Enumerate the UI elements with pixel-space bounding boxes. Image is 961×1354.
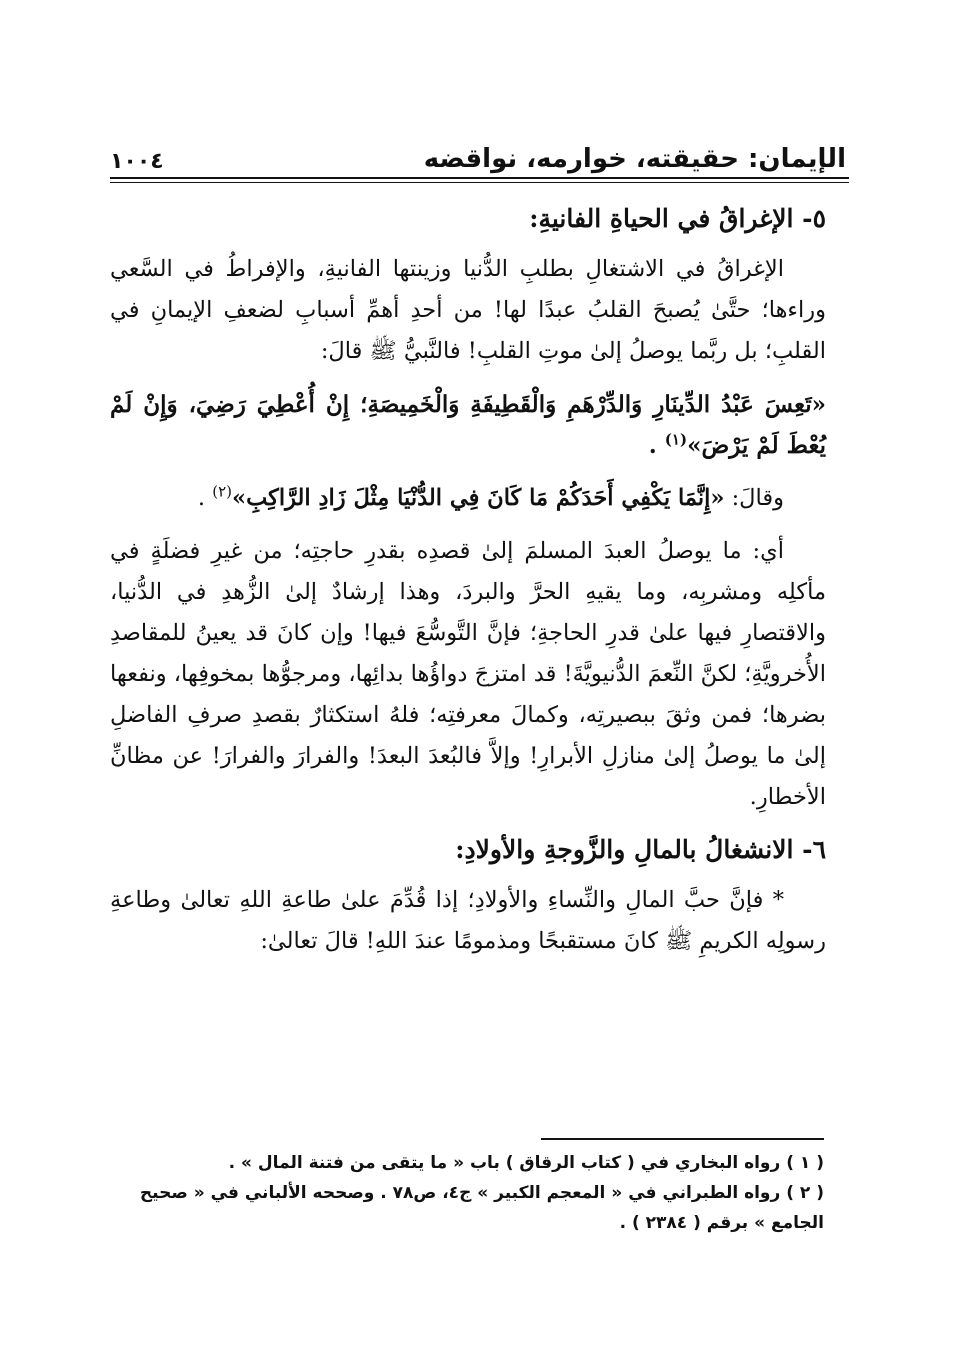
explanation-paragraph: أي: ما يوصلُ العبدَ المسلمَ إلىٰ قصدِه بقدرِ حاجتِه؛ من غيرِ فضلَةٍ في مأكلِه ومشربِه، وما يقيهِ الحرَّ والبردَ، وهذا إرشادٌ إلىٰ الزُّهدِ في الدُّنيا، والاقتصارِ فيها علىٰ قدرِ الحاجةِ؛ فإنَّ التَّوسُّعَ فيها! وإن كانَ قد يعينُ للمقاصدِ الأُخرويَّةِ؛ لكنَّ النِّعمَ الدُّنيويَّةَ! قد امتزجَ دواؤُها بدائِها، ومرجوُّها بمخوفِها، ونفعها بضرها؛ فمن وثقَ ببصيرتِه، وكمالَ معرفتِه؛ فلهُ استكثارٌ بقصدِ صرفِ الفاضلِ إلىٰ ما يوصلُ إلىٰ منازلِ الأبرارِ! وإلاَّ فالبُعدَ البعدَ! والفرارَ والفرارَ! عن مظانِّ الأخطارِ. <box>110 538 826 810</box>
section-5-heading: ٥- الإغراقُ في الحياةِ الفانيةِ: <box>529 204 826 233</box>
hadith-2-intro: وقالَ: <box>731 485 784 511</box>
footnote-ref-1: (١) <box>664 430 688 449</box>
footnote-ref-2: (٢) <box>212 482 233 501</box>
hadith-2: وقالَ: «إِنَّمَا يَكْفِي أَحَدَكُمْ مَا كَانَ فِي الدُّنْيَا مِثْلَ زَادِ الرَّاكِبِ»$^{(٢)}$ . <box>197 482 784 511</box>
footnote-1: ( ١ ) رواه البخاري في ( كتاب الرقاق ) باب « ما يتقى من فتنة المال » . <box>228 1153 824 1173</box>
page-header <box>110 130 846 174</box>
header-divider <box>110 177 849 183</box>
footnote-2: ( ٢ ) رواه الطبراني في « المعجم الكبير » ج٤، ص٧٨ . وصححه الألباني في « صحيح الجامع » برقم ( ٢٣٨٤ ) . <box>139 1183 824 1233</box>
hadith-1: «تَعِسَ عَبْدُ الدِّينَارِ وَالدِّرْهَمِ وَالْقَطِيفَةِ وَالْخَمِيصَةِ؛ إِنْ أُعْطِيَ رَضِيَ، وَإِنْ لَمْ يُعْطَ لَمْ يَرْضَ»$^{(١)}$ . <box>110 391 826 459</box>
main-text <box>110 195 826 974</box>
running-title: الإيمان: حقيقته، خوارمه، نواقضه <box>423 144 846 174</box>
page-number: ١٠٠٤ <box>110 149 164 174</box>
footnotes <box>110 1148 824 1238</box>
section-6-paragraph: * فإنَّ حبَّ المالِ والنِّساءِ والأولادِ؛ إذا قُدِّمَ علىٰ طاعةِ اللهِ تعالىٰ وطاعةِ رسولِه الكريمِ ﷺ كانَ مستقبحًا ومذمومًا عندَ اللهِ! قالَ تعالىٰ: <box>110 887 826 954</box>
hadith-1-text: «تَعِسَ عَبْدُ الدِّينَارِ وَالدِّرْهَمِ وَالْقَطِيفَةِ وَالْخَمِيصَةِ؛ إِنْ أُعْطِيَ رَضِيَ، وَإِنْ لَمْ يُعْطَ لَمْ يَرْضَ» <box>110 391 826 459</box>
hadith-2-text: «إِنَّمَا يَكْفِي أَحَدَكُمْ مَا كَانَ فِي الدُّنْيَا مِثْلَ زَادِ الرَّاكِبِ» <box>232 485 725 511</box>
section-6-heading: ٦- الانشغالُ بالمالِ والزَّوجةِ والأولادِ: <box>455 835 826 864</box>
section-5-paragraph: الإغراقُ في الاشتغالِ بطلبِ الدُّنيا وزينتها الفانيةِ، والإفراطُ في السَّعي وراءها؛ حتَّىٰ يُصبحَ القلبُ عبدًا لها! من أحدِ أهمِّ أسبابِ لضعفِ الإيمانِ في القلبِ؛ بل ربَّما يوصلُ إلىٰ موتِ القلبِ! فالنَّبيُّ ﷺ قالَ: <box>110 256 826 364</box>
footnote-divider <box>541 1138 824 1140</box>
